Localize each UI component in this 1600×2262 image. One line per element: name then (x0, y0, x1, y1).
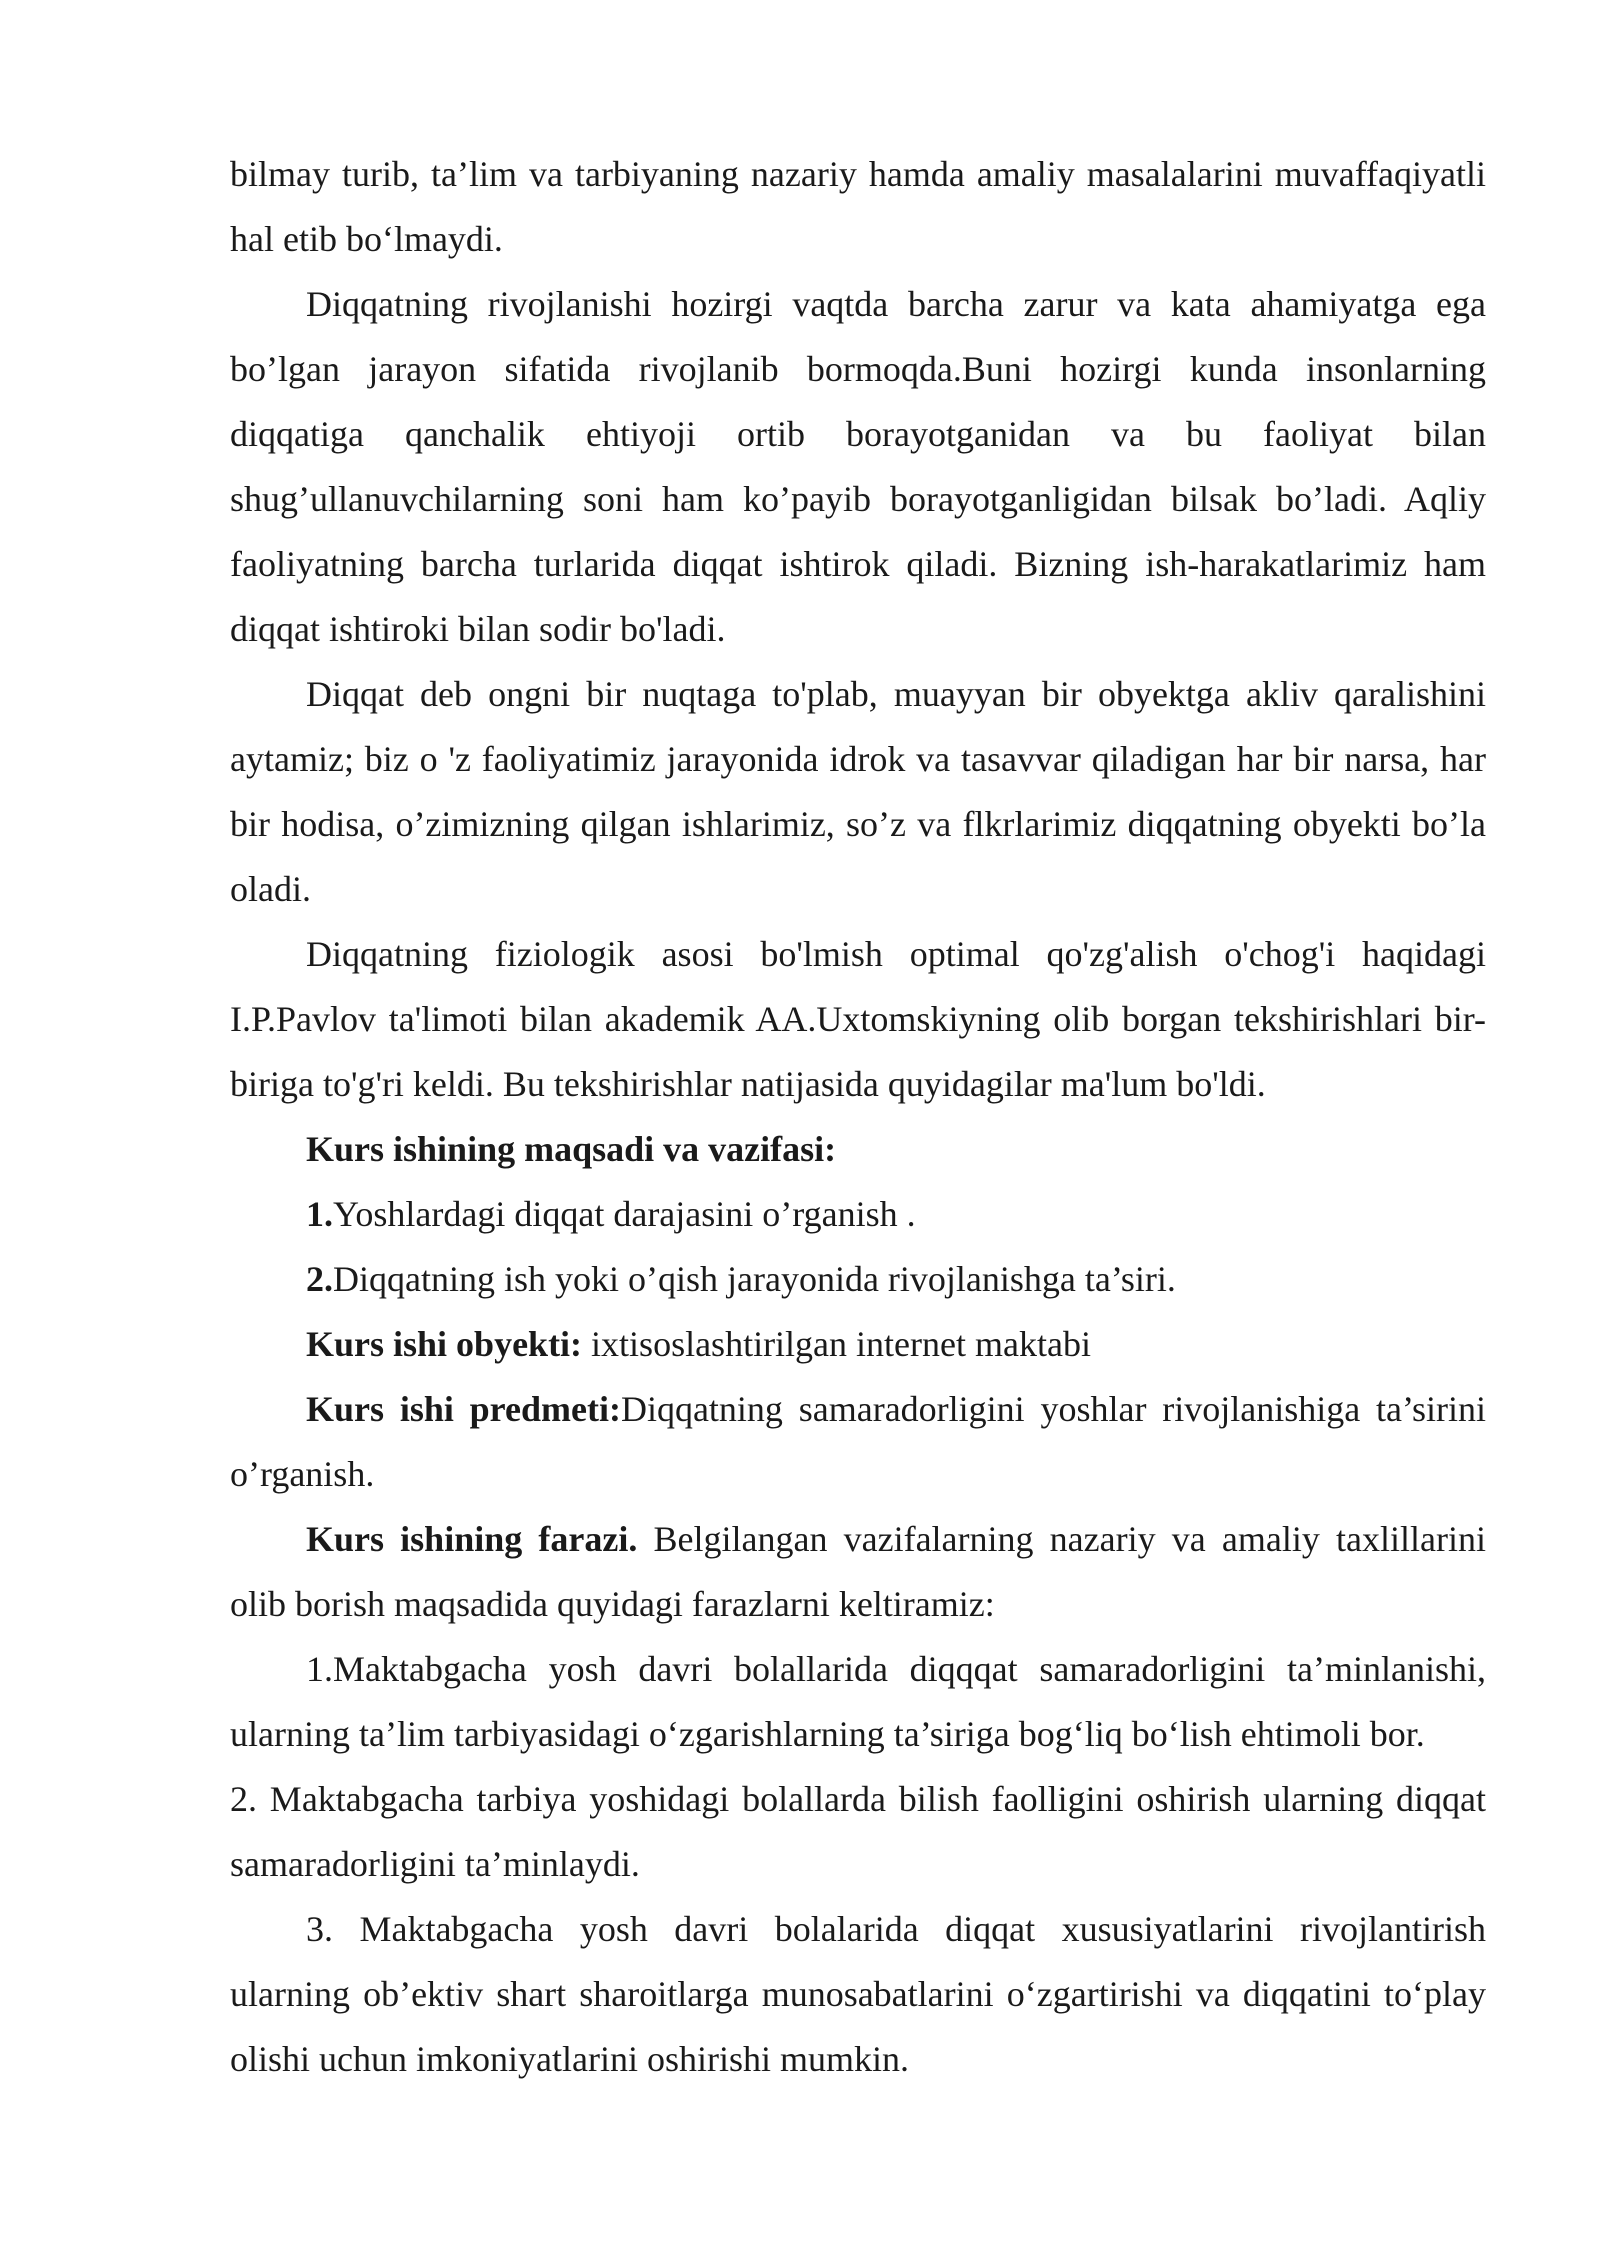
label-text: Kurs ishining farazi. (306, 1519, 638, 1559)
paragraph-attention-development (230, 272, 1486, 662)
paragraph-text: ixtisoslashtirilgan internet maktabi (582, 1324, 1091, 1364)
paragraph-text: Diqqatning fiziologik asosi bo'lmish optimal qo'zg'alish o'chog'i haqidagi I.P.Pavlov ta'limoti bilan akademik AA.Uxtomskiyning olib borgan tekshirishlari bir-biriga to'g'ri keldi. Bu tekshirishlar natijasida quyidagilar ma'lum bo'ldi. (230, 934, 1486, 1104)
paragraph-hypothesis-1 (230, 1637, 1486, 1767)
list-number: 1. (306, 1194, 333, 1234)
paragraph-physiological-basis (230, 922, 1486, 1117)
paragraph-research-subject (230, 1377, 1486, 1507)
paragraph-text: bilmay turib, ta’lim va tarbiyaning nazariy hamda amaliy masalalarini muvaffaqiyatli hal etib bo‘lmaydi. (230, 154, 1486, 259)
paragraph-text: Diqqat deb ongni bir nuqtaga to'plab, muayyan bir obyektga akliv qaralishini aytamiz; biz o 'z faoliyatimiz jarayonida idrok va tasavvar qiladigan har bir narsa, har bir hodisa, o’zimizning qilgan ishlarimiz, so’z va flkrlarimiz diqqatning obyekti bo’la oladi. (230, 674, 1486, 909)
paragraph-continuation (230, 142, 1486, 272)
label-text: Kurs ishi predmeti: (306, 1389, 621, 1429)
list-item-task-2 (230, 1247, 1486, 1312)
paragraph-text: 2. Maktabgacha tarbiya yoshidagi bolallarda bilish faolligini oshirish ularning diqqat samaradorligini ta’minlaydi. (230, 1779, 1486, 1884)
paragraph-text: 3. Maktabgacha yosh davri bolalarida diqqat xususiyatlarini rivojlantirish ularning ob’ektiv shart sharoitlarga munosabatlarini o‘zgartirishi va diqqatini to‘play olishi uchun imkoniyatlarini oshirishi mumkin. (230, 1909, 1486, 2079)
paragraph-research-object (230, 1312, 1486, 1377)
paragraph-text: Diqqatning samaradorligini yoshlar rivojlanishiga ta’sirini o’rganish. (230, 1389, 1487, 1494)
paragraph-hypothesis (230, 1507, 1486, 1637)
label-text: Kurs ishi obyekti: (306, 1324, 583, 1364)
heading-aim-and-tasks (230, 1117, 1486, 1182)
paragraph-attention-definition (230, 662, 1486, 922)
heading-text: Kurs ishining maqsadi va vazifasi: (306, 1129, 837, 1169)
paragraph-text: Belgilangan vazifalarning nazariy va amaliy taxlillarini olib borish maqsadida quyidagi farazlarni keltiramiz: (230, 1519, 1486, 1624)
list-number: 2. (306, 1259, 333, 1299)
list-item-task-1 (230, 1182, 1486, 1247)
paragraph-hypothesis-3 (230, 1897, 1486, 2092)
paragraph-text: Diqqatning rivojlanishi hozirgi vaqtda barcha zarur va kata ahamiyatga ega bo’lgan jarayon sifatida rivojlanib bormoqda.Buni hozirgi kunda insonlarning diqqatiga qanchalik ehtiyoji ortib borayotganidan va bu faoliyat bilan shug’ullanuvchilarning soni ham ko’payib borayotganligidan bilsak bo’ladi. Aqliy faoliyatning barcha turlarida diqqat ishtirok qiladi. Bizning ish-harakatlarimiz ham diqqat ishtiroki bilan sodir bo'ladi. (230, 284, 1486, 649)
list-item-text: Yoshlardagi diqqat darajasini o’rganish . (333, 1194, 916, 1234)
paragraph-hypothesis-2 (230, 1767, 1486, 1897)
list-item-text: Diqqatning ish yoki o’qish jarayonida rivojlanishga ta’siri. (333, 1259, 1176, 1299)
paragraph-text: 1.Maktabgacha yosh davri bolallarida diqqqat samaradorligini ta’minlanishi, ularning ta’lim tarbiyasidagi o‘zgarishlarning ta’siriga bog‘liq bo‘lish ehtimoli bor. (230, 1649, 1486, 1754)
document-page (230, 142, 1486, 2092)
